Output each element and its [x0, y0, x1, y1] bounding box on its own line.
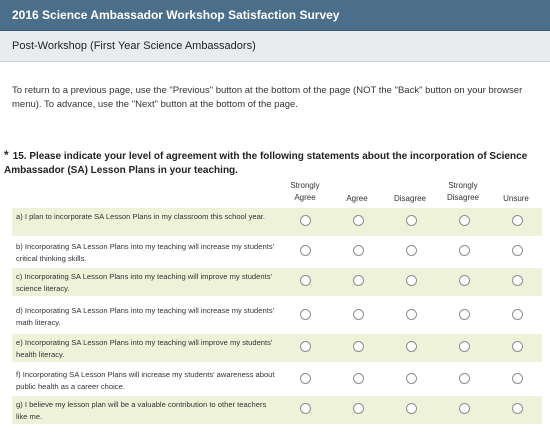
radio-strongly-agree[interactable]: [300, 309, 311, 320]
radio-strongly-agree[interactable]: [300, 373, 311, 384]
radio-unsure[interactable]: [512, 245, 523, 256]
radio-strongly-agree[interactable]: [300, 341, 311, 352]
row-label: a) I plan to incorporate SA Lesson Plans in my classroom this school year.: [16, 212, 266, 221]
radio-agree[interactable]: [353, 215, 364, 226]
radio-disagree[interactable]: [406, 215, 417, 226]
radio-unsure[interactable]: [512, 275, 523, 286]
radio-agree[interactable]: [353, 373, 364, 384]
survey-header: [0, 0, 550, 31]
radio-strongly-agree[interactable]: [300, 403, 311, 414]
row-label: g) I believe my lesson plan will be a valuable contribution to other teachers like me.: [16, 400, 267, 421]
radio-agree[interactable]: [353, 341, 364, 352]
radio-strongly-disagree[interactable]: [459, 215, 470, 226]
row-label: d) Incorporating SA Lesson Plans into my teaching will increase my students' math literacy.: [16, 306, 275, 327]
radio-strongly-disagree[interactable]: [459, 373, 470, 384]
matrix-row-b: [12, 238, 542, 266]
radio-unsure[interactable]: [512, 403, 523, 414]
radio-disagree[interactable]: [406, 245, 417, 256]
row-label: f) Incorporating SA Lesson Plans will increase my students' awareness about public health as a career choice.: [16, 370, 275, 391]
radio-unsure[interactable]: [512, 215, 523, 226]
column-header-unsure: Unsure: [503, 194, 529, 203]
radio-disagree[interactable]: [406, 309, 417, 320]
row-label: c) Incorporating SA Lesson Plans into my teaching will improve my students' science literacy.: [16, 272, 272, 293]
radio-disagree[interactable]: [406, 403, 417, 414]
matrix-row-e: [12, 334, 542, 362]
question-title: [4, 148, 534, 178]
radio-agree[interactable]: [353, 275, 364, 286]
radio-agree[interactable]: [353, 403, 364, 414]
radio-strongly-disagree[interactable]: [459, 403, 470, 414]
radio-strongly-agree[interactable]: [300, 275, 311, 286]
row-label: b) Incorporating SA Lesson Plans into my teaching will increase my students' critical thinking skills.: [16, 242, 275, 263]
question-text: 15. Please indicate your level of agreement with the following statements about the incorporation of Science Ambassador (SA) Lesson Plans in your teaching.: [4, 151, 528, 176]
radio-unsure[interactable]: [512, 373, 523, 384]
column-header-agree: Agree: [346, 194, 368, 203]
matrix-row-d: [12, 302, 542, 330]
matrix-row-g: [12, 396, 542, 424]
radio-agree[interactable]: [353, 245, 364, 256]
radio-disagree[interactable]: [406, 373, 417, 384]
radio-strongly-disagree[interactable]: [459, 245, 470, 256]
required-marker: *: [4, 148, 9, 162]
radio-unsure[interactable]: [512, 309, 523, 320]
radio-disagree[interactable]: [406, 275, 417, 286]
navigation-instructions: To return to a previous page, use the "Previous" button at the bottom of the page (NOT the "Back" button on your browser menu). To advance, use the "Next" button at the bottom of the page.: [12, 85, 523, 110]
column-header-disagree: Disagree: [393, 194, 426, 203]
matrix-row-c: [12, 268, 542, 296]
radio-strongly-agree[interactable]: [300, 215, 311, 226]
survey-title: 2016 Science Ambassador Workshop Satisfaction Survey: [12, 8, 340, 22]
section-title: Post-Workshop (First Year Science Ambassadors): [12, 40, 256, 52]
radio-unsure[interactable]: [512, 341, 523, 352]
matrix-row-f: [12, 366, 542, 394]
row-label: e) Incorporating SA Lesson Plans into my teaching will improve my students' health literacy.: [16, 338, 273, 359]
radio-strongly-disagree[interactable]: [459, 309, 470, 320]
radio-strongly-disagree[interactable]: [459, 275, 470, 286]
radio-strongly-agree[interactable]: [300, 245, 311, 256]
column-header-strongly-disagree: Strongly Disagree: [446, 181, 479, 202]
radio-strongly-disagree[interactable]: [459, 341, 470, 352]
radio-disagree[interactable]: [406, 341, 417, 352]
section-header: [0, 31, 550, 62]
radio-agree[interactable]: [353, 309, 364, 320]
column-header-strongly-agree: Strongly Agree: [290, 181, 320, 202]
matrix-row-a: [12, 208, 542, 236]
